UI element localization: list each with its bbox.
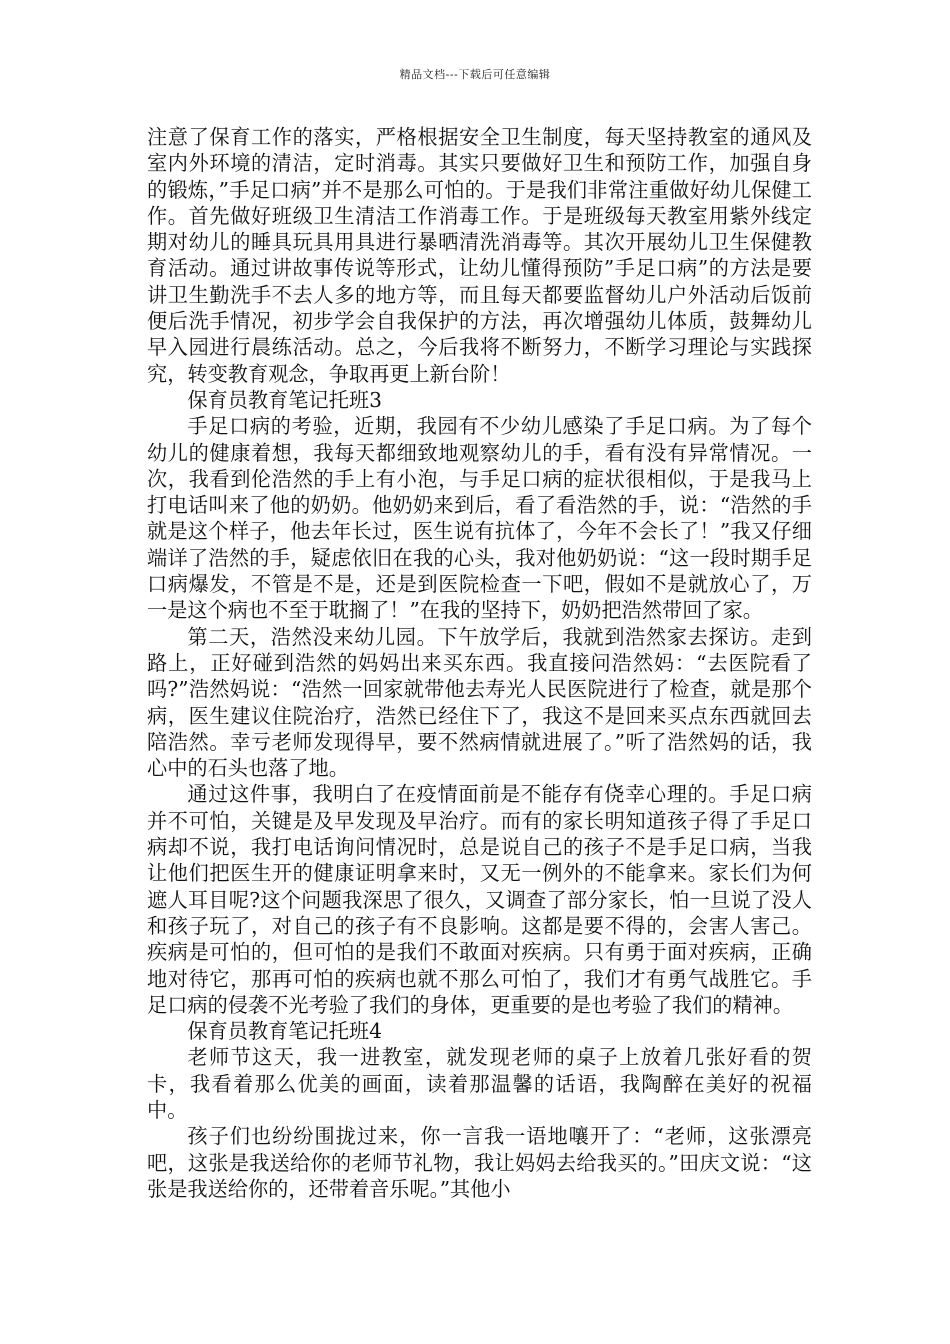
paragraph-6: 孩子们也纷纷围拢过来，你一言我一语地嚷开了：“老师，这张漂亮吧，这张是我送给你的老师节礼物，我让妈妈去给我买的。”田庆文说：“这张是我送给你的，还带着音乐呢。”其他小 <box>147 1124 812 1201</box>
paragraph-3: 第二天，浩然没来幼儿园。下午放学后，我就到浩然家去探访。走到路上，正好碰到浩然的妈妈出来买东西。我直接问浩然妈：“去医院看了吗?”浩然妈说：“浩然一回家就带他去寿光人民医院进行了检查，就是那个病，医生建议住院治疗，浩然已经住下了，我这不是回来买点东西就回去陪浩然。幸亏老师发现得早，要不然病情就进展了。”听了浩然妈的话，我心中的石头也落了地。 <box>147 624 812 781</box>
paragraph-2: 手足口病的考验，近期，我园有不少幼儿感染了手足口病。为了每个幼儿的健康着想，我每天都细致地观察幼儿的手，看有没有异常情况。一次，我看到伦浩然的手上有小泡，与手足口病的症状很相似，于是我马上打电话叫来了他的奶奶。他奶奶来到后，看了看浩然的手，说：“浩然的手就是这个样子，他去年长过，医生说有抗体了，今年不会长了！”我又仔细端详了浩然的手，疑虑依旧在我的心头，我对他奶奶说：“这一段时期手足口病爆发，不管是不是，还是到医院检查一下吧，假如不是就放心了，万一是这个病也不至于耽搁了！”在我的坚持下，奶奶把浩然带回了家。 <box>147 414 812 623</box>
section-heading-3: 保育员教育笔记托班3 <box>187 387 382 412</box>
paragraph-4: 通过这件事，我明白了在疫情面前是不能存有侥幸心理的。手足口病并不可怕，关键是及早发现及早治疗。而有的家长明知道孩子得了手足口病却不说，我打电话询问情况时，总是说自己的孩子不是手足口病，当我让他们把医生开的健康证明拿来时，又无一例外的不能拿来。家长们为何遮人耳目呢?这个问题我深思了很久，又调查了部分家长，怕一旦说了没人和孩子玩了，对自己的孩子有不良影响。这都是要不得的，会害人害己。疾病是可怕的，但可怕的是我们不敢面对疾病。只有勇于面对疾病，正确地对待它，那再可怕的疾病也就不那么可怕了，我们才有勇气战胜它。手足口病的侵袭不光考验了我们的身体，更重要的是也考验了我们的精神。 <box>147 782 812 1017</box>
document-body <box>147 124 812 1202</box>
section-heading-4: 保育员教育笔记托班4 <box>187 1019 382 1044</box>
paragraph-1: 注意了保育工作的落实，严格根据安全卫生制度，每天坚持教室的通风及室内外环境的清洁，定时消毒。其实只要做好卫生和预防工作，加强自身的锻炼，”手足口病”并不是那么可怕的。于是我们非常注重做好幼儿保健工作。首先做好班级卫生清洁工作消毒工作。于是班级每天教室用紫外线定期对幼儿的睡具玩具用具进行暴晒清洗消毒等。其次开展幼儿卫生保健教育活动。通过讲故事传说等形式，让幼儿懂得预防”手足口病”的方法是要讲卫生勤洗手不去人多的地方等，而且每天都要监督幼儿户外活动后饭前便后洗手情况，初步学会自我保护的方法，再次增强幼儿体质，鼓舞幼儿早入园进行晨练活动。总之，今后我将不断努力，不断学习理论与实践探究，转变教育观念，争取再更上新台阶！ <box>147 125 812 386</box>
page-header: 精品文档---下载后可任意编辑 <box>399 68 551 81</box>
paragraph-5: 老师节这天，我一进教室，就发现老师的桌子上放着几张好看的贺卡，我看着那么优美的画面，读着那温馨的话语，我陶醉在美好的祝福中。 <box>147 1045 812 1122</box>
